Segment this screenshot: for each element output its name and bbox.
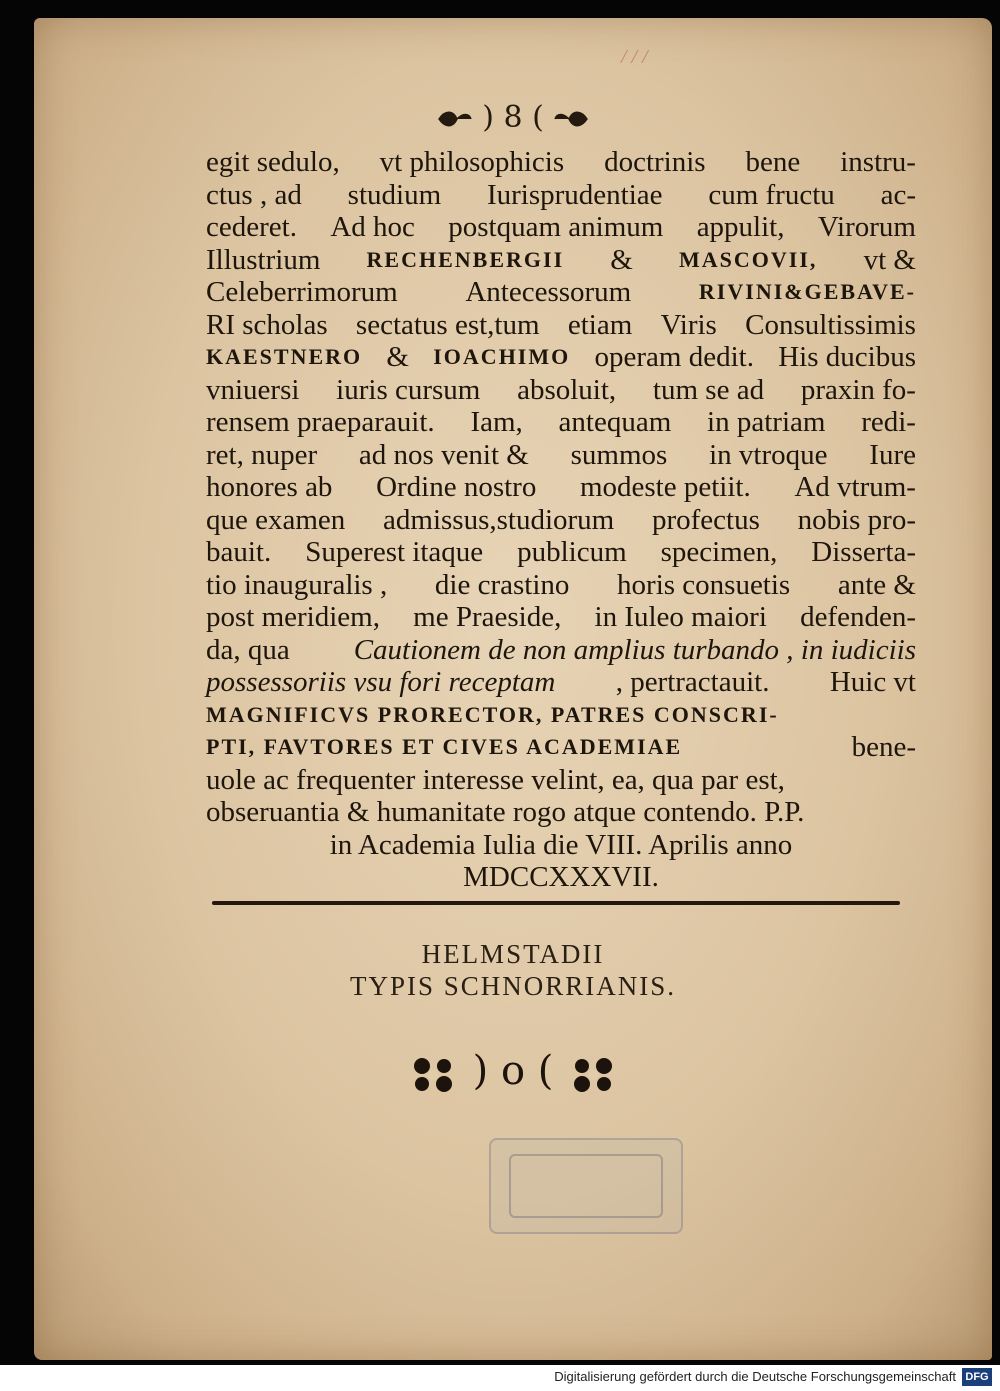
text-line xyxy=(206,179,916,212)
text-line xyxy=(206,341,916,374)
page-corner-mark: / / / xyxy=(621,46,648,68)
text-word: sectatus est,tum xyxy=(355,308,540,341)
text-segment: bene- xyxy=(851,731,916,763)
text-word: tum se ad xyxy=(652,373,765,406)
text-word: in Iuleo maiori xyxy=(594,601,767,633)
text-line xyxy=(206,504,916,537)
text-line xyxy=(206,146,916,179)
text-word: Celeberrimorum xyxy=(206,276,398,308)
text-segment: MDCCXXXVII. xyxy=(463,861,659,893)
text-word: die crastino xyxy=(434,568,570,601)
closing-fleuron xyxy=(34,1048,992,1094)
text-word: doctrinis xyxy=(604,146,706,178)
text-word: summos xyxy=(570,438,668,471)
text-segment: uole ac frequenter interesse velint, ea, qua par est, xyxy=(206,763,785,796)
text-word: ret, nuper xyxy=(206,438,318,471)
footer-bar xyxy=(0,1365,1000,1391)
text-line xyxy=(206,699,916,732)
text-line xyxy=(206,666,916,699)
text-word: me Praeside, xyxy=(413,601,562,633)
text-line xyxy=(206,601,916,634)
text-line xyxy=(206,471,916,504)
text-line xyxy=(206,829,916,862)
text-word: ac- xyxy=(880,178,916,211)
left-fleuron-icon xyxy=(408,1054,460,1094)
library-stamp xyxy=(489,1138,683,1234)
text-word: postquam animum xyxy=(448,211,664,243)
text-line xyxy=(206,731,916,764)
text-word: vt & xyxy=(863,243,916,276)
text-word: IOACHIMO xyxy=(433,344,571,369)
text-segment: possessoriis vsu fori receptam xyxy=(206,666,556,698)
text-word: in patriam xyxy=(707,406,826,438)
funding-notice: Digitalisierung gefördert durch die Deutsche Forschungsgemeinschaft xyxy=(554,1369,956,1384)
text-word: operam dedit. xyxy=(594,341,754,373)
imprint-printer: TYPIS SCHNORRIANIS. xyxy=(349,971,677,1001)
text-line xyxy=(206,796,916,829)
text-word: modeste petiit. xyxy=(579,471,751,503)
text-line xyxy=(206,536,916,569)
text-line xyxy=(206,276,916,309)
text-word: KAESTNERO xyxy=(206,344,363,369)
text-word: egit sedulo, xyxy=(206,146,340,178)
text-word: Iam, xyxy=(470,406,523,438)
book-page xyxy=(34,18,992,1360)
text-word: profectus xyxy=(651,503,760,536)
text-word: RIVINI&GEBAVE- xyxy=(698,279,916,304)
text-word: Iurisprudentiae xyxy=(486,178,663,211)
text-word: absoluit, xyxy=(517,373,617,406)
text-word: & xyxy=(386,341,409,373)
text-segment: PTI, FAVTORES ET CIVES ACADEMIAE xyxy=(206,734,683,759)
text-word: nobis pro- xyxy=(797,503,916,536)
text-word: Ad hoc xyxy=(330,211,415,243)
right-fleuron-icon xyxy=(566,1054,618,1094)
imprint xyxy=(34,938,992,1002)
text-line xyxy=(206,634,916,667)
text-word: & xyxy=(610,243,633,276)
text-word: admissus,studiorum xyxy=(383,503,615,536)
text-word: in vtroque xyxy=(709,438,828,471)
text-word: etiam xyxy=(567,308,633,341)
text-word: rensem praeparauit. xyxy=(206,406,435,438)
text-word: cederet. xyxy=(206,211,297,243)
text-word: redi- xyxy=(861,406,916,438)
text-word: specimen, xyxy=(660,536,778,568)
text-word: ad nos venit & xyxy=(358,438,529,471)
text-segment: Huic vt xyxy=(829,666,916,698)
text-word: His ducibus xyxy=(778,341,916,373)
text-segment: , pertractauit. xyxy=(615,666,770,698)
text-word: Ordine nostro xyxy=(376,471,537,503)
text-word: antequam xyxy=(558,406,672,438)
text-line xyxy=(206,439,916,472)
page-header xyxy=(34,100,992,135)
imprint-place: HELMSTADII xyxy=(421,939,605,969)
text-word: Consultissimis xyxy=(745,308,916,341)
text-segment: da, qua xyxy=(206,633,290,666)
library-stamp-frame xyxy=(509,1154,663,1218)
text-segment: in Academia Iulia die VIII. Aprilis anno xyxy=(329,828,793,861)
text-word: Disserta- xyxy=(811,536,916,568)
text-word: Superest itaque xyxy=(305,536,484,568)
text-line xyxy=(206,211,916,244)
text-line xyxy=(206,374,916,407)
text-word: studium xyxy=(347,178,442,211)
text-word: bauit. xyxy=(206,536,272,568)
text-word: publicum xyxy=(517,536,627,568)
text-line xyxy=(206,764,916,797)
left-ornament-icon xyxy=(437,110,473,128)
text-word: RI scholas xyxy=(206,308,328,341)
text-word: Antecessorum xyxy=(465,276,632,308)
text-segment: obseruantia & humanitate rogo atque contendo. P.P. xyxy=(206,796,805,828)
text-word: que examen xyxy=(206,503,346,536)
text-word: Virorum xyxy=(817,211,916,243)
text-word: post meridiem, xyxy=(206,601,380,633)
text-word: vniuersi xyxy=(206,373,300,406)
text-word: tio inauguralis , xyxy=(206,568,388,601)
text-line xyxy=(206,244,916,277)
text-segment: Cautionem de non amplius turbando , in iudiciis xyxy=(353,633,916,666)
text-word: Iure xyxy=(869,438,916,471)
fleuron-text: ) o ( xyxy=(472,1048,554,1094)
text-line xyxy=(206,861,916,894)
page-number: ) 8 ( xyxy=(482,100,544,135)
text-line xyxy=(206,569,916,602)
text-line xyxy=(206,309,916,342)
text-segment: MAGNIFICVS PRORECTOR, PATRES CONSCRI- xyxy=(206,701,779,727)
body-text xyxy=(206,146,916,894)
text-line xyxy=(206,406,916,439)
text-word: ctus , ad xyxy=(206,178,302,211)
text-word: MASCOVII, xyxy=(679,246,818,272)
text-word: iuris cursum xyxy=(336,373,481,406)
text-word: Illustrium xyxy=(206,243,321,276)
text-word: Ad vtrum- xyxy=(794,471,916,503)
text-word: vt philosophicis xyxy=(379,146,565,178)
text-word: RECHENBERGII xyxy=(366,246,565,272)
text-word: appulit, xyxy=(696,211,785,243)
horizontal-rule xyxy=(212,901,900,905)
text-word: Viris xyxy=(660,308,717,341)
right-ornament-icon xyxy=(553,110,589,128)
text-word: bene xyxy=(745,146,801,178)
dfg-logo-icon: DFG xyxy=(962,1368,992,1386)
text-word: cum fructu xyxy=(708,178,835,211)
text-word: ante & xyxy=(837,568,916,601)
text-word: horis consuetis xyxy=(617,568,791,601)
text-word: praxin fo- xyxy=(800,373,916,406)
text-word: honores ab xyxy=(206,471,333,503)
text-word: instru- xyxy=(840,146,916,178)
text-word: defenden- xyxy=(800,601,916,633)
